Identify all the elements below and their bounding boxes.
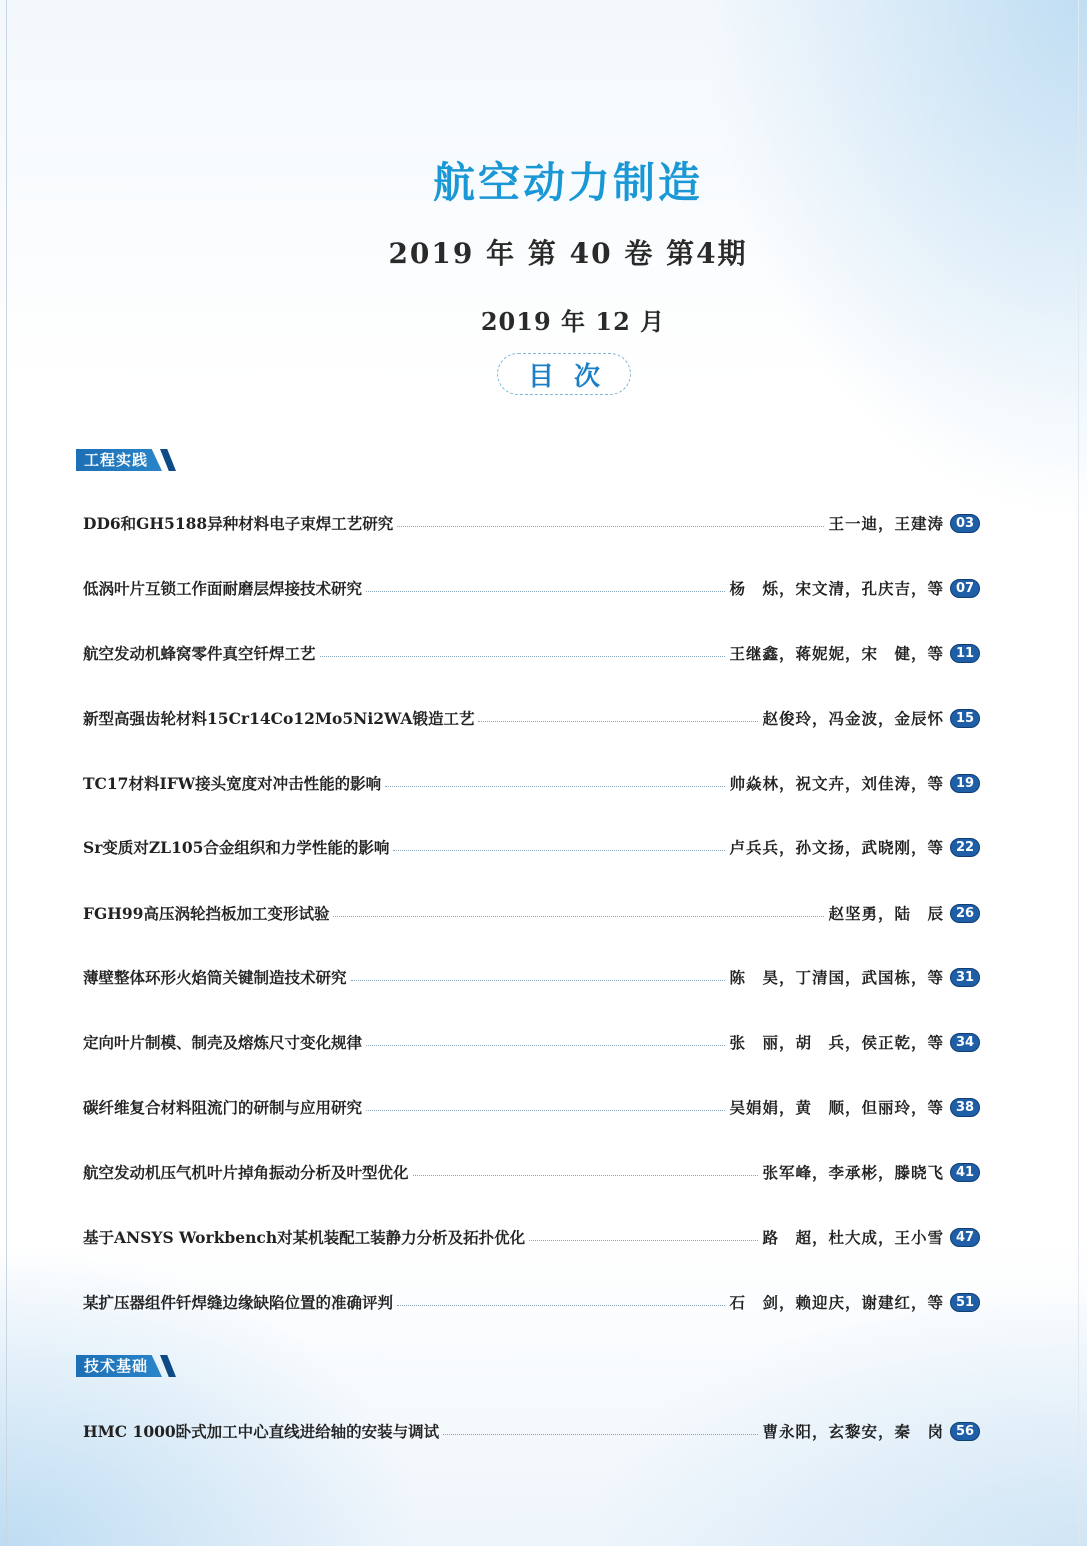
article-title: 新型高强齿轮材料15Cr14Co12Mo5Ni2WA锻造工艺 [83, 709, 475, 728]
article-authors: 帅焱林，祝文卉，刘佳涛，等 [729, 774, 944, 793]
article-authors: 赵坚勇，陆 辰 [828, 904, 944, 923]
toc-entry[interactable] [83, 1420, 980, 1442]
toc-entry[interactable] [83, 707, 980, 729]
issue-date: 2019 年 12 月 [480, 307, 666, 336]
dot-leader [366, 1109, 725, 1111]
article-title: HMC 1000卧式加工中心直线进给轴的安装与调试 [83, 1422, 440, 1441]
page-number-badge: 19 [950, 774, 980, 793]
article-title: 航空发动机蜂窝零件真空钎焊工艺 [83, 644, 316, 663]
toc-entry[interactable] [83, 642, 980, 664]
article-authors: 王继鑫，蒋妮妮，宋 健，等 [729, 644, 944, 663]
article-authors: 路 超，杜大成，王小雪 [762, 1228, 944, 1247]
page-number-badge: 41 [950, 1163, 980, 1182]
article-title: Sr变质对ZL105合金组织和力学性能的影响 [83, 838, 390, 857]
toc-entry[interactable] [83, 902, 980, 924]
article-title: 某扩压器组件钎焊缝边缘缺陷位置的准确评判 [83, 1293, 394, 1312]
article-authors: 吴娟娟，黄 顺，但丽玲，等 [729, 1098, 944, 1117]
article-authors: 陈 昊，丁清国，武国栋，等 [729, 968, 944, 987]
toc-entry[interactable] [83, 836, 980, 858]
dot-leader [397, 525, 824, 527]
article-authors: 卢兵兵，孙文扬，武晓刚，等 [729, 838, 944, 857]
page-number-badge: 22 [950, 838, 980, 857]
dot-leader [320, 655, 726, 657]
article-authors: 赵俊玲，冯金波，金辰怀 [762, 709, 944, 728]
toc-entry[interactable] [83, 1161, 980, 1183]
dot-leader [333, 915, 824, 917]
toc-entry[interactable] [83, 772, 980, 794]
page-number-badge: 26 [950, 904, 980, 923]
toc-entry[interactable] [83, 1226, 980, 1248]
dot-leader [385, 785, 725, 787]
dot-leader [413, 1174, 759, 1176]
dot-leader [351, 979, 726, 981]
page-number-badge: 56 [950, 1422, 980, 1441]
toc-entry[interactable] [83, 1096, 980, 1118]
article-title: 基于ANSYS Workbench对某机装配工装静力分析及拓扑优化 [83, 1228, 526, 1247]
page-number-badge: 51 [950, 1293, 980, 1312]
toc-entry[interactable] [83, 966, 980, 988]
page-number-badge: 38 [950, 1098, 980, 1117]
section-header-label: 工程实践 [84, 451, 149, 469]
article-title: TC17材料IFW接头宽度对冲击性能的影响 [83, 774, 382, 793]
contents-badge: 目次 [497, 353, 631, 395]
page-number-badge: 03 [950, 514, 980, 533]
toc-entry[interactable] [83, 1031, 980, 1053]
journal-title: 航空动力制造 [432, 158, 703, 207]
section-header-engineering-practice [76, 449, 172, 471]
article-authors: 张军峰，李承彬，滕晓飞 [762, 1163, 944, 1182]
article-authors: 张 丽，胡 兵，侯正乾，等 [729, 1033, 944, 1052]
article-title: DD6和GH5188异种材料电子束焊工艺研究 [83, 514, 394, 533]
article-authors: 杨 烁，宋文清，孔庆吉，等 [729, 579, 944, 598]
section-header-technical-foundation [76, 1355, 172, 1377]
article-authors: 曹永阳，玄黎安，秦 岗 [762, 1422, 944, 1441]
volume-line: 2019 年 第 40 卷 第4期 [388, 237, 748, 270]
dot-leader [366, 1044, 725, 1046]
page-number-badge: 34 [950, 1033, 980, 1052]
dot-leader [366, 590, 725, 592]
section-header-tail [160, 449, 176, 471]
page-number-badge: 07 [950, 579, 980, 598]
dot-leader [443, 1433, 758, 1435]
toc-entry[interactable] [83, 577, 980, 599]
article-title: 碳纤维复合材料阻流门的研制与应用研究 [83, 1098, 363, 1117]
section-header-tail [160, 1355, 176, 1377]
page-number-badge: 31 [950, 968, 980, 987]
article-title: FGH99高压涡轮挡板加工变形试验 [83, 904, 330, 923]
toc-entry[interactable] [83, 512, 980, 534]
page-number-badge: 47 [950, 1228, 980, 1247]
article-title: 航空发动机压气机叶片掉角振动分析及叶型优化 [83, 1163, 409, 1182]
article-authors: 石 剑，赖迎庆，谢建红，等 [729, 1293, 944, 1312]
dot-leader [393, 849, 725, 851]
dot-leader [397, 1304, 725, 1306]
toc-entry[interactable] [83, 1291, 980, 1313]
article-title: 薄壁整体环形火焰筒关键制造技术研究 [83, 968, 347, 987]
article-authors: 王一迪，王建涛 [828, 514, 944, 533]
article-title: 低涡叶片互锁工作面耐磨层焊接技术研究 [83, 579, 363, 598]
article-title: 定向叶片制模、制壳及熔炼尺寸变化规律 [83, 1033, 363, 1052]
section-header-label: 技术基础 [84, 1357, 149, 1375]
dot-leader [529, 1239, 758, 1241]
page-number-badge: 11 [950, 644, 980, 663]
page-number-badge: 15 [950, 709, 980, 728]
dot-leader [478, 720, 758, 722]
